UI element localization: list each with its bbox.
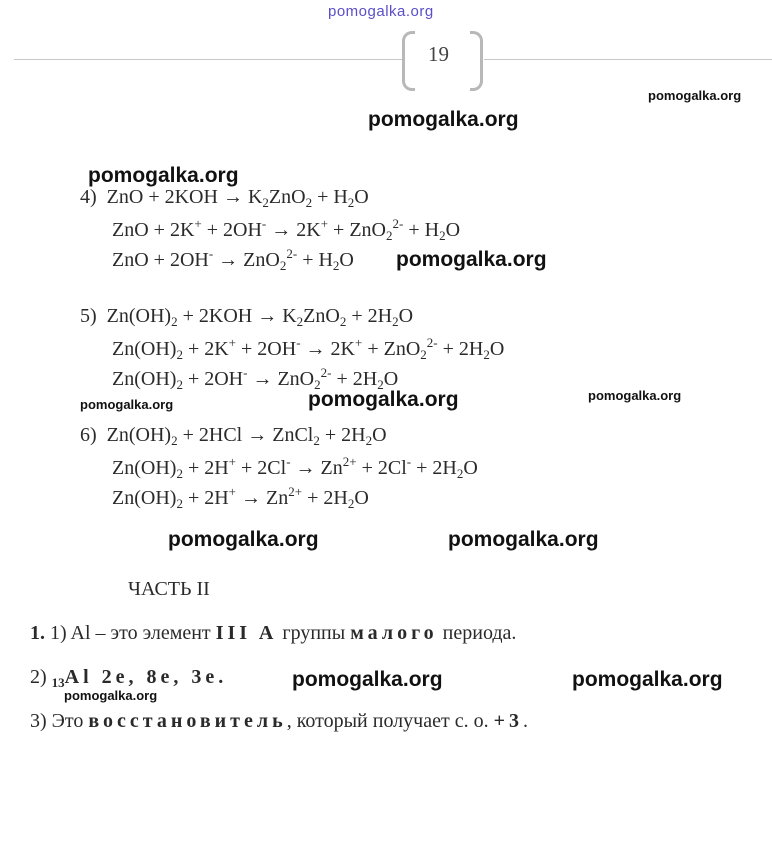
watermark: pomogalka.org bbox=[572, 668, 723, 691]
watermark: pomogalka.org bbox=[168, 528, 319, 551]
equation-6-short-ionic: $Zn(OH)_2 + 2H^+ \to Zn^{2+} + 2H_2O$ bbox=[112, 484, 369, 511]
answer-line-3: 3) Это восстановитель, который получает с. о. +3. bbox=[30, 710, 528, 732]
answer-line-2: 2) $_{13}$Al 2e, 8e, 3e. bbox=[30, 666, 228, 690]
watermark: pomogalka.org bbox=[308, 388, 459, 411]
watermark: pomogalka.org bbox=[648, 88, 742, 103]
part-title: ЧАСТЬ II bbox=[128, 578, 210, 600]
electron-config-answer: Al 2e, 8e, 3e. bbox=[64, 666, 228, 688]
equation-number: 6) bbox=[80, 424, 97, 446]
watermark: pomogalka.org bbox=[88, 164, 239, 187]
equation-number: 4) bbox=[80, 186, 97, 208]
equation-5-full-ionic: $Zn(OH)_2 + 2K^+ + 2OH^- \to 2K^+ + ZnO_2^{2-} + 2H_2O$ bbox=[112, 335, 505, 362]
page-number-bracket-right bbox=[470, 31, 483, 91]
page-number-bracket-left bbox=[402, 31, 415, 91]
header-rule-right bbox=[484, 59, 772, 60]
header-site-link[interactable]: pomogalka.org bbox=[328, 3, 434, 20]
equation-4-molecular: 4) ZnO + $2KOH \to K_2ZnO_2 + H_2O$ bbox=[80, 186, 369, 210]
watermark: pomogalka.org bbox=[588, 388, 682, 403]
equation-4-full-ionic: ZnO + $2K^+ + 2OH^- \to 2K^+ + ZnO_2^{2-} + H_2O$ bbox=[112, 216, 461, 243]
oxidation-state-answer: +3 bbox=[493, 710, 523, 732]
equation-6-molecular: 6) $Zn(OH)_2 + 2HCl$ → ZnCl$_2$ + $2H_2O$ bbox=[80, 424, 387, 448]
watermark: pomogalka.org bbox=[64, 688, 158, 703]
equation-number: 5) bbox=[80, 305, 97, 327]
watermark: pomogalka.org bbox=[448, 528, 599, 551]
page-number: 19 bbox=[428, 42, 449, 66]
watermark: pomogalka.org bbox=[292, 668, 443, 691]
group-answer: III A bbox=[215, 622, 278, 644]
question-number: 1. bbox=[30, 622, 45, 644]
equation-6-full-ionic: $Zn(OH)_2 + 2H^+ + 2Cl^- \to Zn^{2+} + 2Cl^- + 2H_2O$ bbox=[112, 454, 478, 481]
period-answer: малого bbox=[350, 622, 438, 644]
watermark: pomogalka.org bbox=[368, 108, 519, 131]
role-answer: восстановитель bbox=[88, 710, 287, 732]
equation-4-short-ionic: ZnO + $2OH^- \to ZnO_2^{2-} + H_2O$ bbox=[112, 246, 354, 273]
watermark: pomogalka.org bbox=[396, 248, 547, 271]
answer-line-1: 1. 1) Al – это элемент III A группы малого периода. bbox=[30, 622, 517, 644]
header-rule-left bbox=[14, 59, 402, 60]
atomic-number: 13 bbox=[51, 675, 65, 690]
equation-5-short-ionic: $Zn(OH)_2 + 2OH^- \to ZnO_2^{2-} + 2H_2O$ bbox=[112, 365, 399, 392]
equation-5-molecular: 5) $Zn(OH)_2 + 2KOH \to K_2ZnO_2 + 2H_2O$ bbox=[80, 305, 414, 329]
watermark: pomogalka.org bbox=[80, 397, 174, 412]
